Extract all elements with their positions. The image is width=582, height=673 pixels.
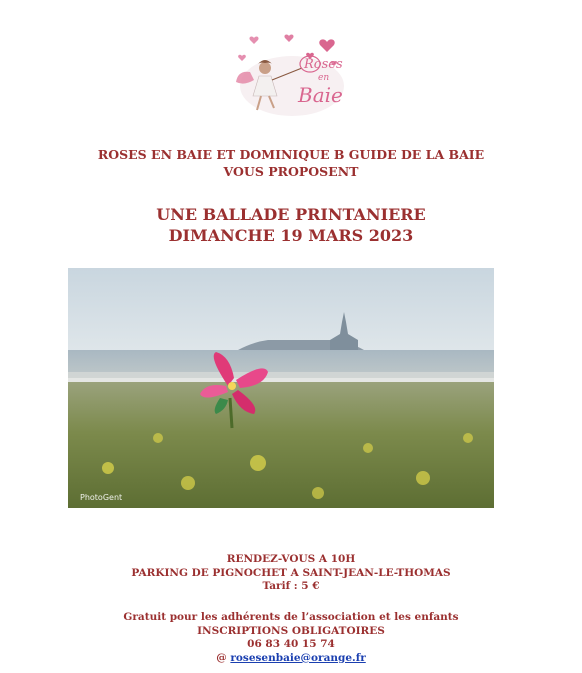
event-title <box>0 204 582 246</box>
intro-line-2: VOUS PROPOSENT <box>223 164 359 179</box>
practical-info <box>0 553 582 594</box>
photo-signature: PhotoGent <box>80 493 123 502</box>
free-for-members: Gratuit pour les adhérents de l’association et les enfants <box>123 611 459 623</box>
intro-line-1: ROSES EN BAIE ET DOMINIQUE B GUIDE DE LA BAIE <box>97 147 485 162</box>
intro-block <box>0 146 582 180</box>
rendezvous-time: RENDEZ-VOUS A 10H <box>226 553 356 565</box>
title-line-2: DIMANCHE 19 MARS 2023 <box>168 226 414 245</box>
roses-en-baie-logo <box>232 24 352 122</box>
logo-text-baie: Baie <box>298 83 343 107</box>
email-line <box>0 652 582 666</box>
bay-photo <box>68 268 494 508</box>
bay-photo-illustration <box>68 268 494 508</box>
price: Tarif : 5 € <box>262 580 320 593</box>
logo-text-roses: Roses <box>304 57 343 72</box>
registration-required: INSCRIPTIONS OBLIGATOIRES <box>197 624 385 637</box>
parking-location: PARKING DE PIGNOCHET A SAINT-JEAN-LE-THOMAS <box>131 566 451 579</box>
email-link[interactable]: rosesenbaie@orange.fr <box>230 651 366 664</box>
logo-text-en: en <box>318 73 330 83</box>
registration-info <box>0 611 582 665</box>
email-prefix: @ <box>216 651 231 664</box>
logo-illustration <box>232 24 352 122</box>
phone-number: 06 83 40 15 74 <box>247 638 335 651</box>
title-line-1: UNE BALLADE PRINTANIERE <box>156 205 426 224</box>
